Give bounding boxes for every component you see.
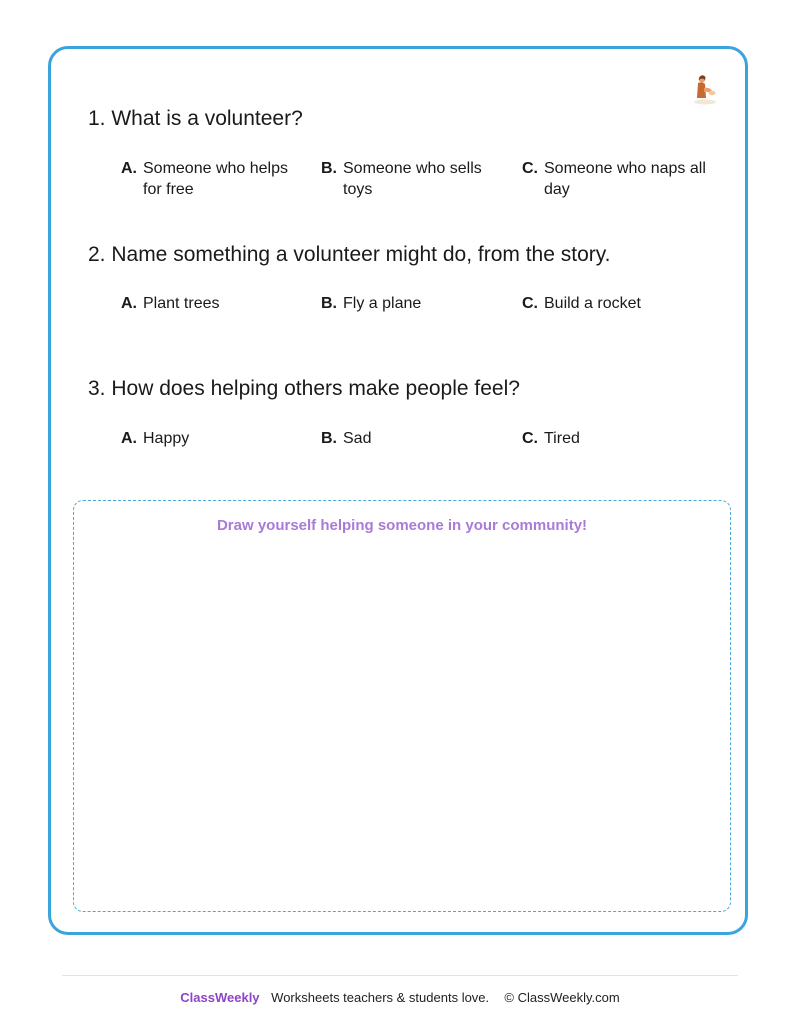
question-1-options: [121, 158, 731, 208]
option-text: Someone who naps all day: [544, 160, 706, 198]
question-2-text: 2. Name something a volunteer might do, from the story.: [88, 243, 611, 266]
question-3-text: 3. How does helping others make people feel?: [88, 377, 520, 400]
option-text: Build a rocket: [544, 295, 641, 312]
option-letter: C.: [522, 160, 538, 177]
question-3-options: [121, 428, 731, 478]
option-text: Happy: [143, 430, 190, 447]
option-letter: A.: [121, 430, 137, 447]
option-letter: C.: [522, 295, 538, 312]
q3-option-b[interactable]: [321, 428, 511, 449]
q3-option-c[interactable]: [522, 428, 712, 449]
option-text: Someone who sells toys: [343, 160, 482, 198]
question-2: [88, 242, 728, 312]
q1-option-a[interactable]: [121, 158, 311, 200]
option-text: Plant trees: [143, 295, 220, 312]
option-letter: B.: [321, 160, 337, 177]
q1-option-b[interactable]: [321, 158, 511, 200]
option-text: Someone who helps for free: [143, 160, 288, 198]
option-letter: B.: [321, 295, 337, 312]
option-letter: B.: [321, 430, 337, 447]
footer-divider: [62, 975, 738, 976]
option-text: Fly a plane: [343, 295, 422, 312]
q2-option-b[interactable]: [321, 293, 511, 314]
option-text: Sad: [343, 430, 372, 447]
drawing-area[interactable]: [73, 500, 731, 912]
option-letter: C.: [522, 430, 538, 447]
footer: [0, 990, 800, 1005]
drawing-prompt: Draw yourself helping someone in your community!: [216, 517, 588, 534]
question-1-text: 1. What is a volunteer?: [88, 107, 303, 130]
person-helping-icon: [689, 72, 719, 106]
q1-option-c[interactable]: [522, 158, 712, 200]
question-3: [88, 376, 728, 447]
q3-option-a[interactable]: [121, 428, 311, 449]
footer-brand[interactable]: ClassWeekly: [180, 990, 260, 1005]
q2-option-a[interactable]: [121, 293, 311, 314]
q2-option-c[interactable]: [522, 293, 712, 314]
option-text: Tired: [544, 430, 580, 447]
option-letter: A.: [121, 160, 137, 177]
question-2-options: [121, 293, 731, 343]
question-1: [88, 106, 728, 198]
footer-copyright[interactable]: © ClassWeekly.com: [504, 990, 620, 1005]
option-letter: A.: [121, 295, 137, 312]
footer-tagline: Worksheets teachers & students love.: [271, 990, 490, 1005]
